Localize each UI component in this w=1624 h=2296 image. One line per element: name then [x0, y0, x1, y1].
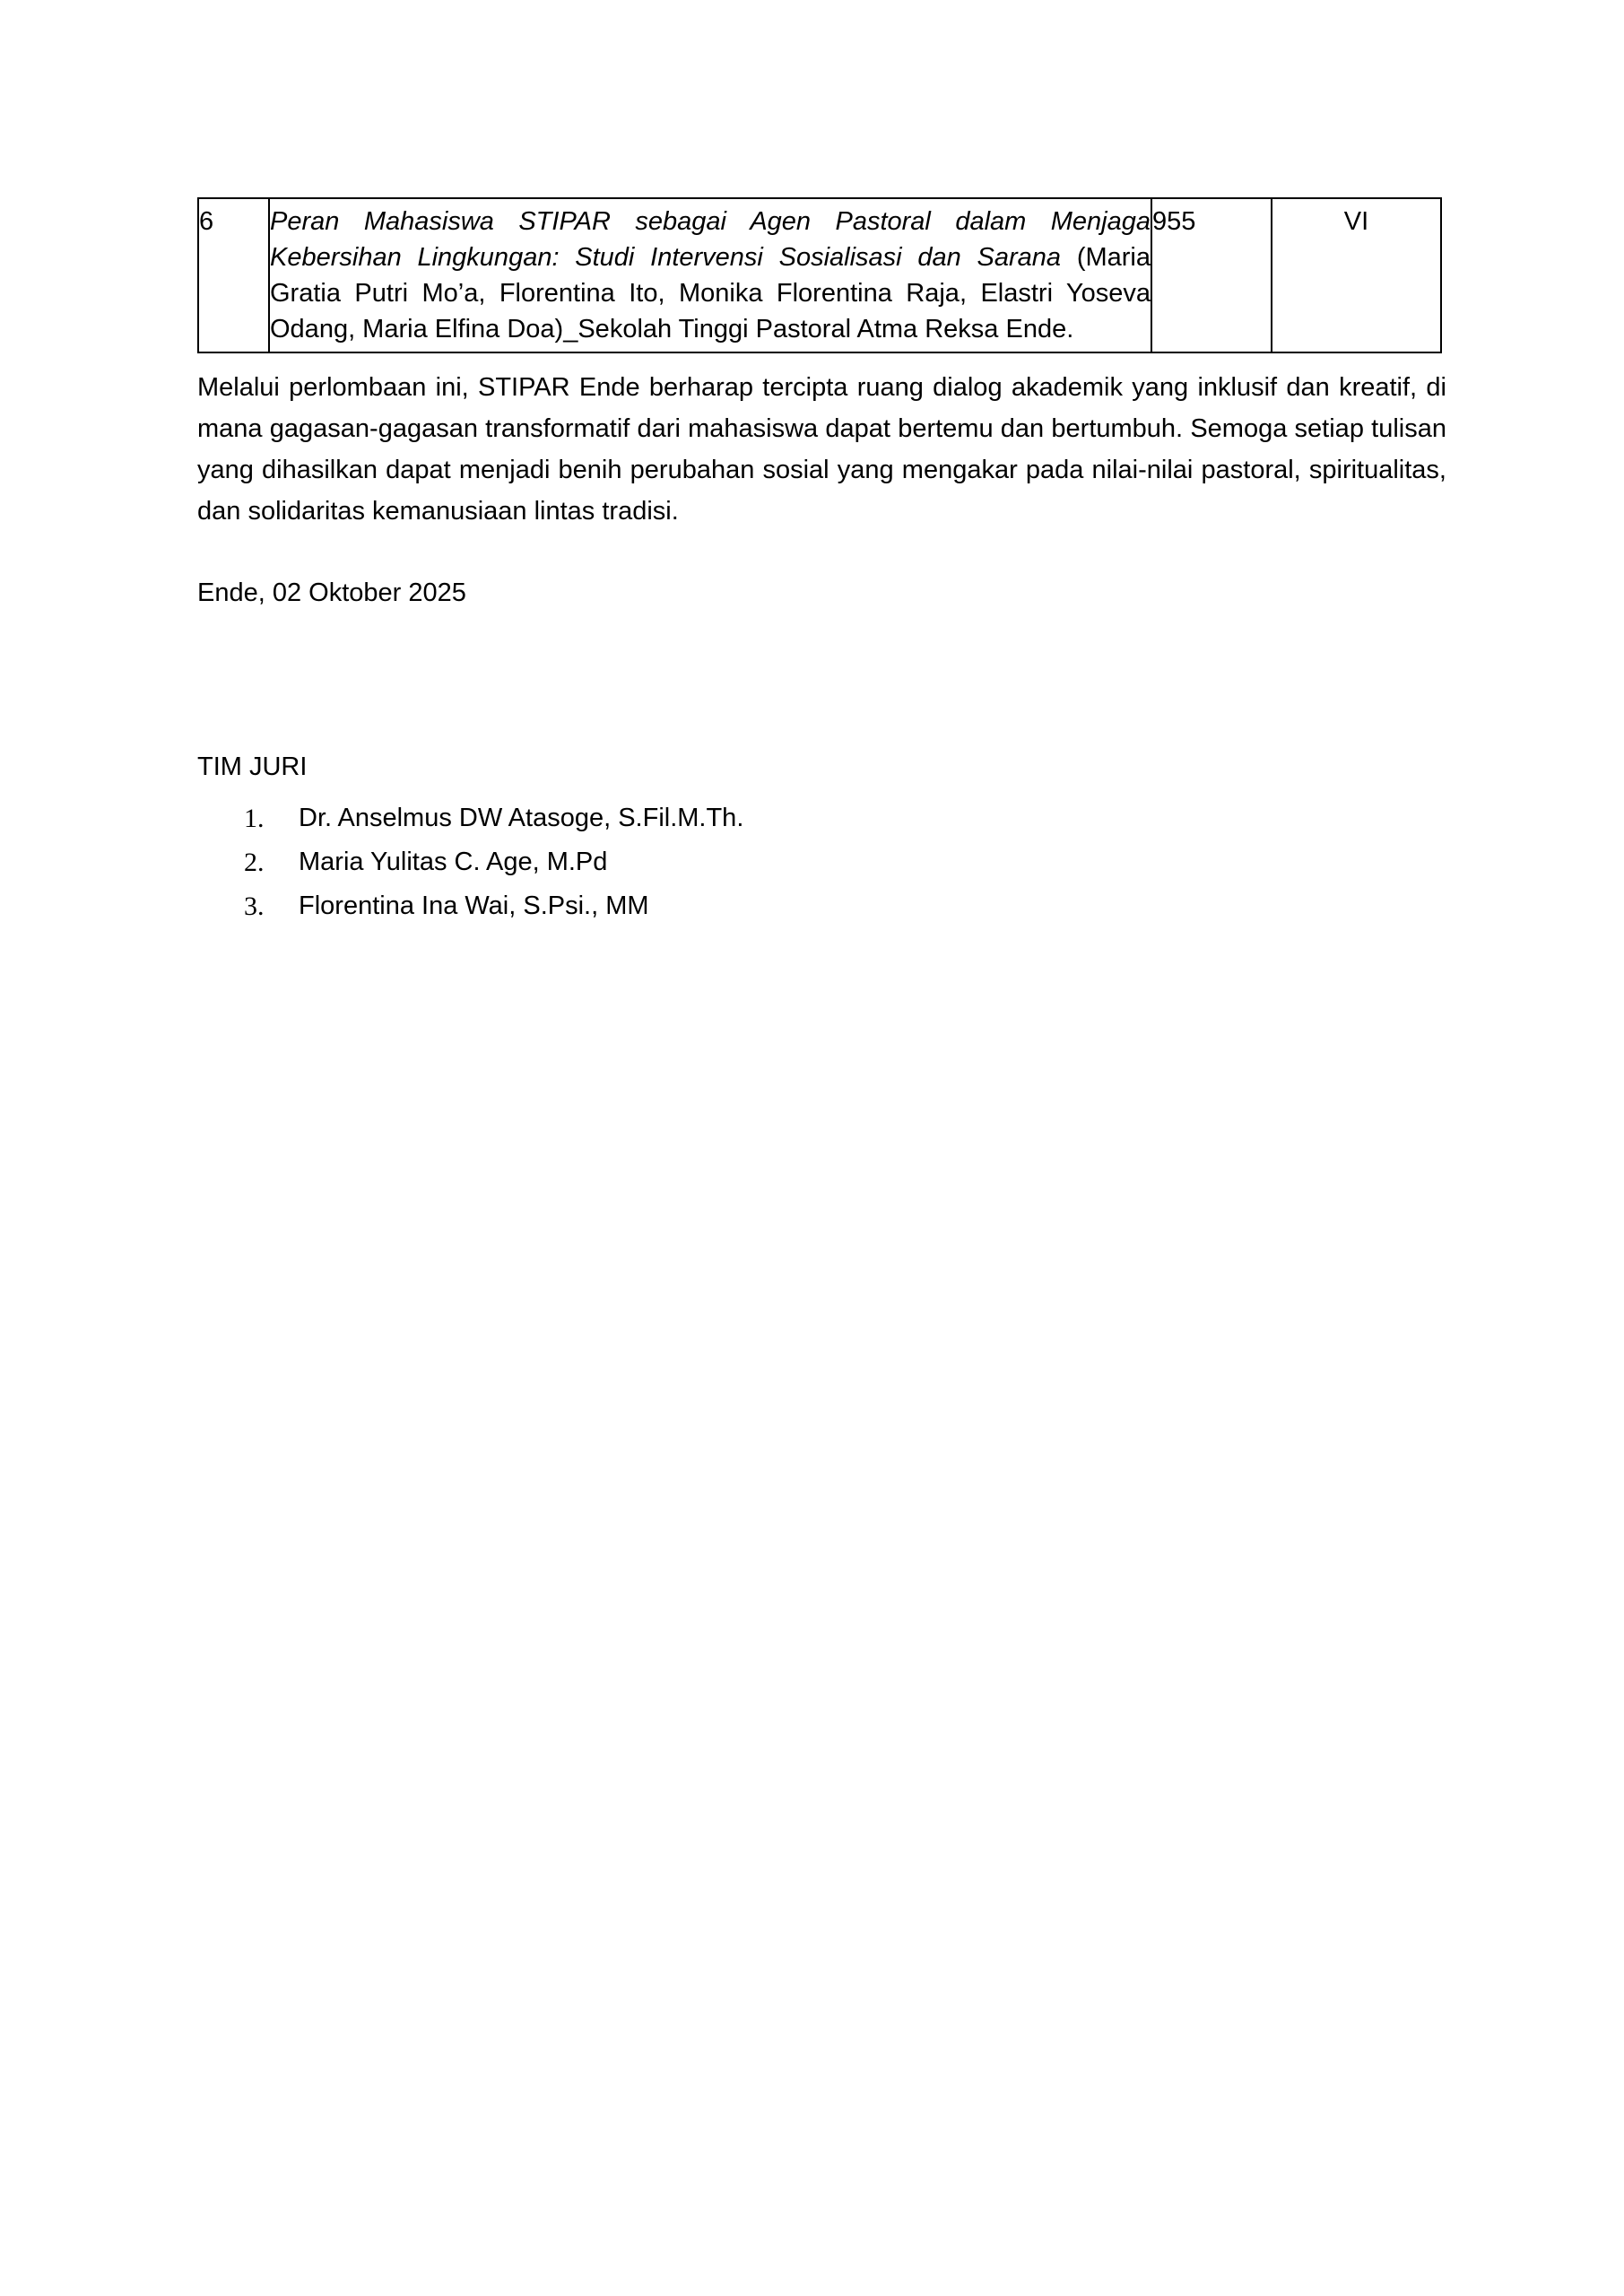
jury-list: [197, 796, 1446, 928]
jury-member-name: Florentina Ina Wai, S.Psi., MM: [299, 891, 649, 920]
entry-title-text: Peran Mahasiswa STIPAR sebagai Agen Pastoral dalam Menjaga Kebersihan Lingkungan: Studi Intervensi Sosialisasi dan Sarana: [270, 207, 1151, 272]
document-body: [197, 197, 1446, 928]
closing-paragraph: Melalui perlombaan ini, STIPAR Ende berharap tercipta ruang dialog akademik yang inklusif dan kreatif, di mana gagasan-gagasan transformatif dari mahasiswa dapat bertemu dan bertumbuh. Semoga setiap tulisan yang dihasilkan dapat menjadi benih perubahan sosial yang mengakar pada nilai-nilai pastoral, spiritualitas, dan solidaritas kemanusiaan lintas tradisi.: [197, 373, 1446, 526]
entry-score-cell: 955: [1151, 198, 1272, 352]
entry-number-cell: 6: [198, 198, 269, 352]
table-row: [198, 198, 1441, 352]
entry-rank-cell: VI: [1272, 198, 1441, 352]
entry-title-cell: [269, 198, 1151, 352]
entry-authors-text: (Maria Gratia Putri Mo’a, Florentina Ito, Monika Florentina Raja, Elastri Yoseva Odang, Maria Elfina Doa)_Sekolah Tinggi Pastoral Atma Reksa Ende.: [270, 243, 1151, 344]
dateline: Ende, 02 Oktober 2025: [197, 578, 466, 607]
jury-heading: TIM JURI: [197, 752, 308, 781]
jury-member-item: [197, 840, 1446, 884]
jury-member-number: 2.: [244, 848, 265, 877]
jury-member-number: 3.: [244, 891, 265, 921]
jury-member-name: Dr. Anselmus DW Atasoge, S.Fil.M.Th.: [299, 804, 744, 832]
jury-member-item: [197, 884, 1446, 928]
jury-member-item: [197, 796, 1446, 840]
entries-table: [197, 197, 1442, 353]
jury-member-number: 1.: [244, 804, 265, 833]
jury-member-name: Maria Yulitas C. Age, M.Pd: [299, 848, 608, 876]
